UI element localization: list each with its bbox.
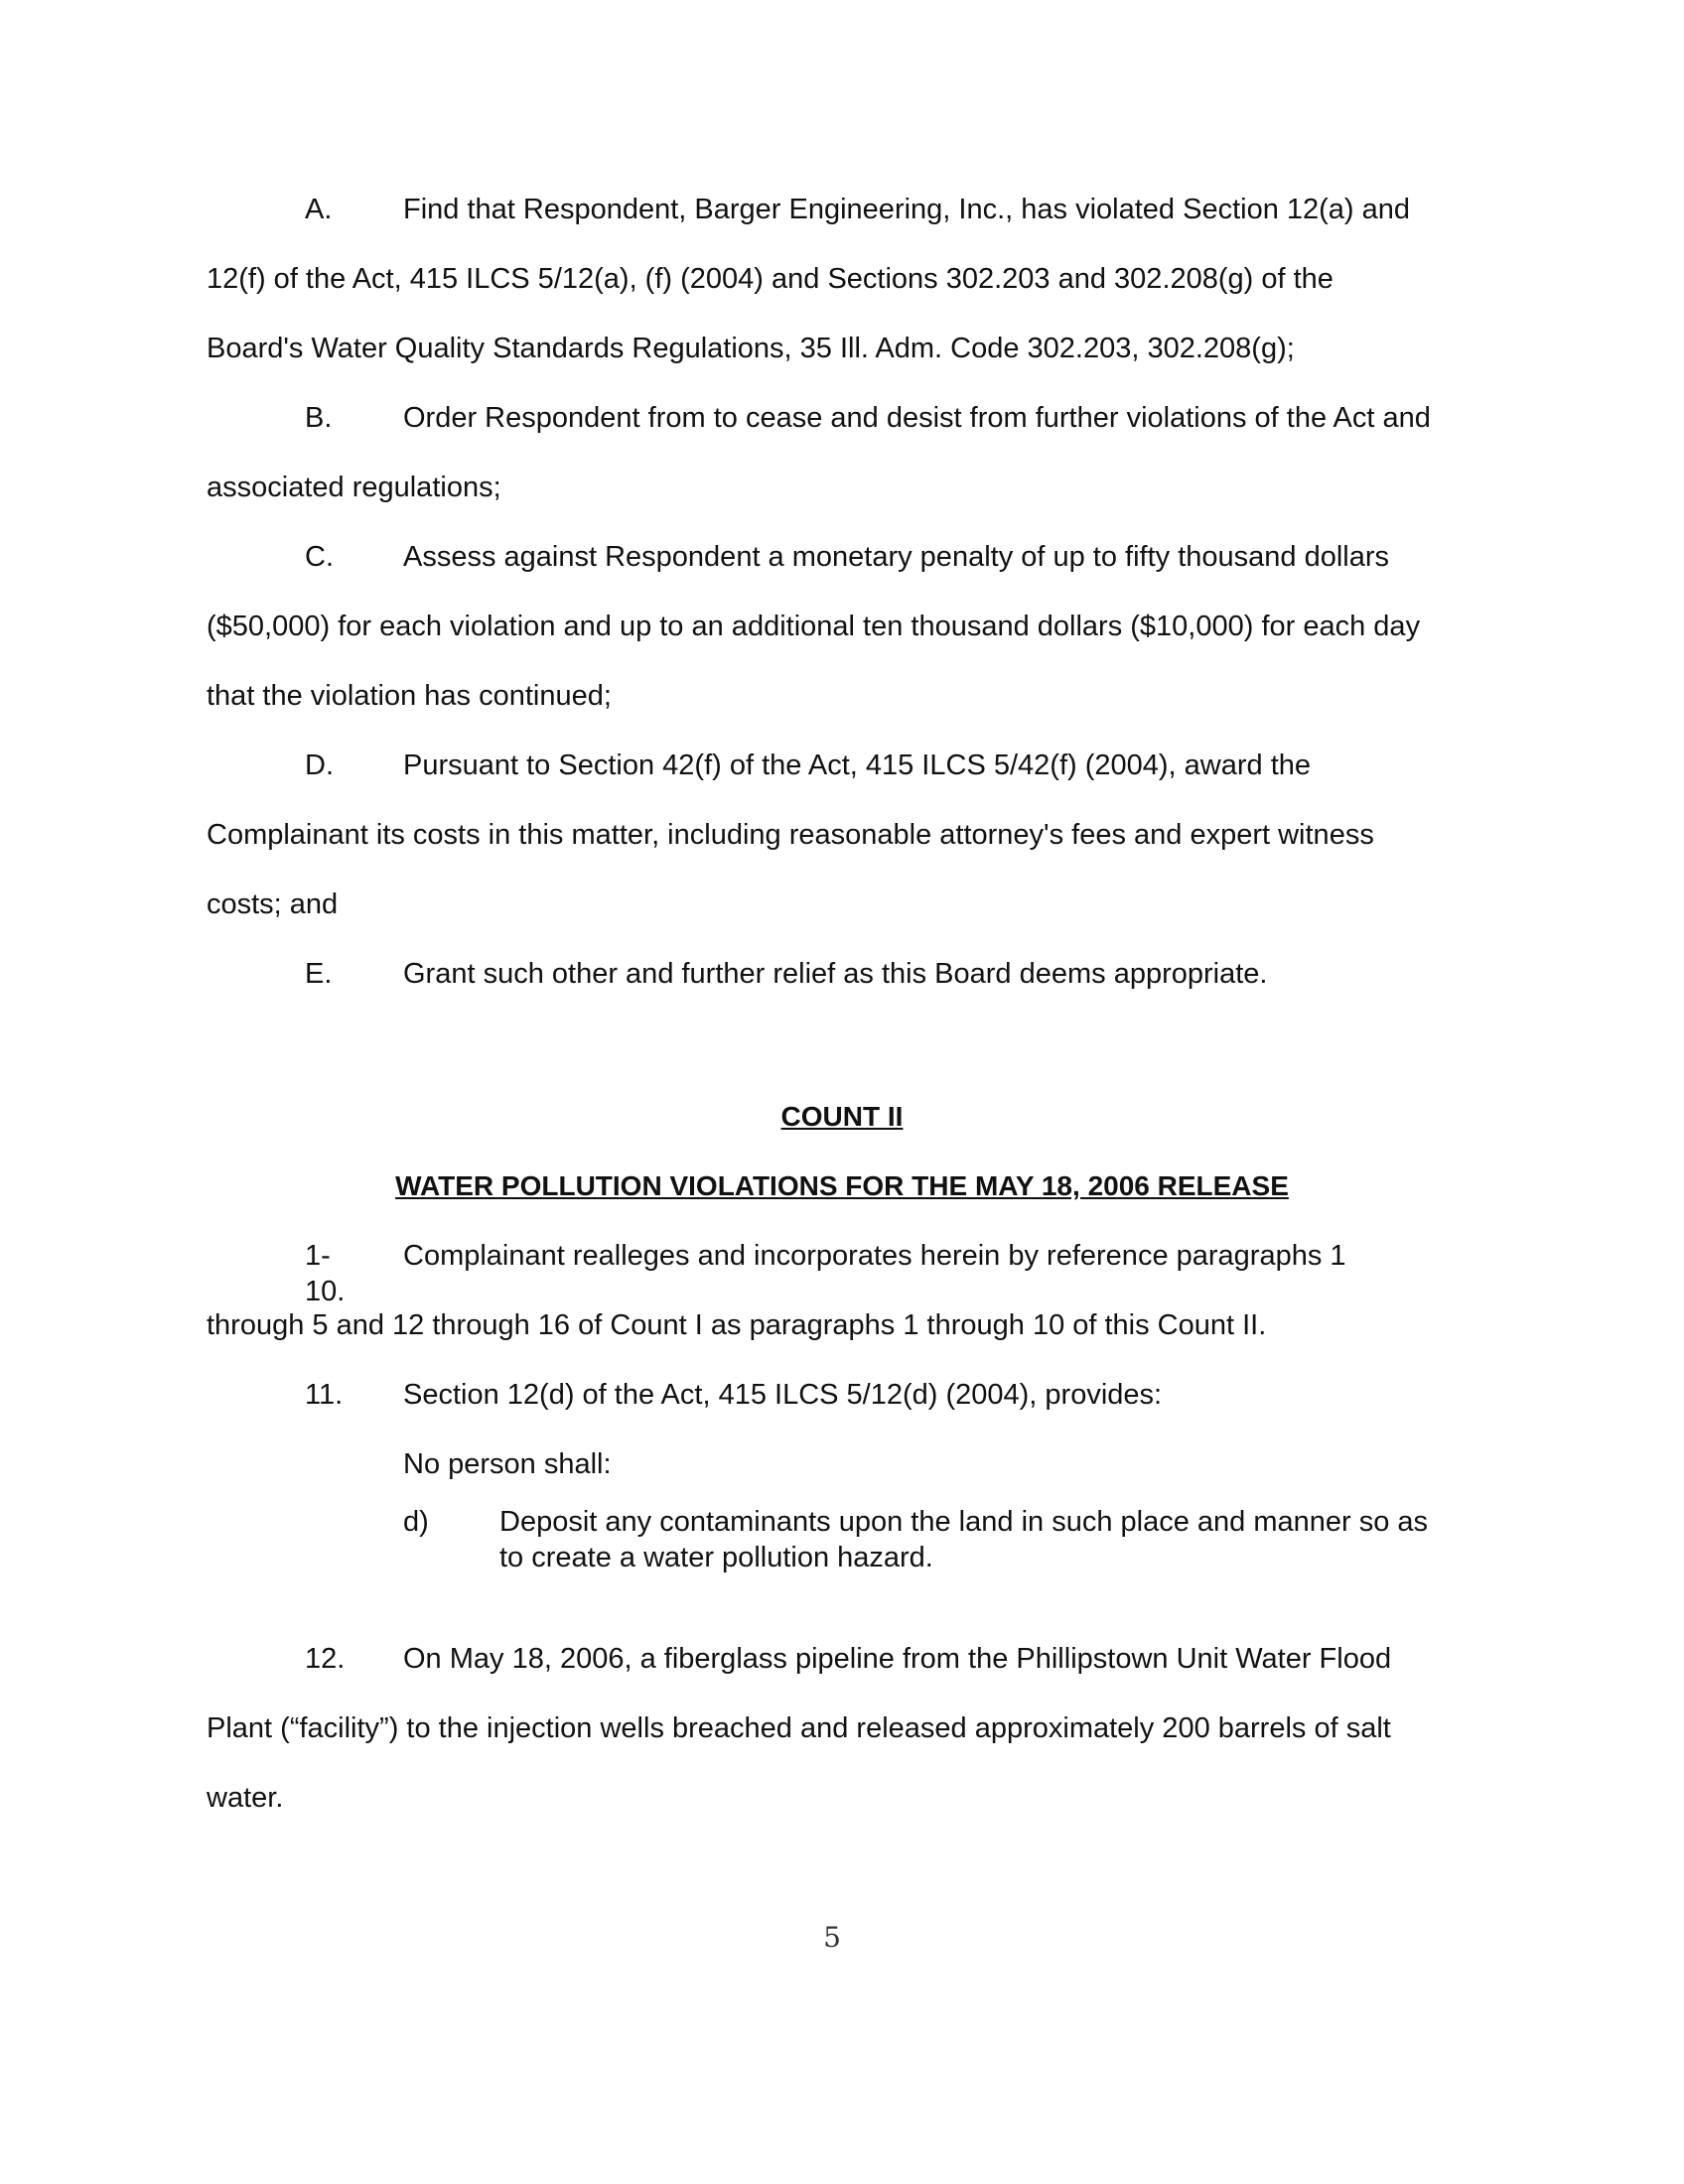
relief-line: that the violation has continued; (207, 680, 612, 712)
quote-intro: No person shall: (403, 1448, 612, 1480)
relief-line: associated regulations; (207, 472, 501, 503)
relief-line: Board's Water Quality Standards Regulations, 35 Ill. Adm. Code 302.203, 302.208(g); (207, 333, 1295, 364)
relief-label: E. (305, 958, 333, 990)
paragraph-line: Section 12(d) of the Act, 415 ILCS 5/12(d) (2004), provides: (403, 1379, 1163, 1411)
paragraph-line: through 5 and 12 through 16 of Count I as paragraphs 1 through 10 of this Count II. (207, 1309, 1267, 1341)
relief-label: A. (305, 194, 333, 225)
quote-line: to create a water pollution hazard. (499, 1542, 933, 1573)
page-number (0, 1920, 1684, 1956)
quote-label: d) (403, 1506, 429, 1538)
relief-line: Assess against Respondent a monetary penalty of up to fifty thousand dollars (403, 541, 1390, 573)
count-heading: COUNT II (780, 1101, 904, 1132)
relief-line: 12(f) of the Act, 415 ILCS 5/12(a), (f) (2004) and Sections 302.203 and 302.208(g) of the (207, 263, 1333, 295)
page-number-text: 5 (823, 1921, 841, 1954)
relief-label: D. (305, 750, 334, 781)
relief-line: Grant such other and further relief as this Board deems appropriate. (403, 958, 1268, 990)
paragraph-line: water. (207, 1782, 284, 1814)
relief-label: B. (305, 402, 333, 434)
paragraph-label: 12. (305, 1643, 346, 1675)
paragraph-line: Plant (“facility”) to the injection wells breached and released approximately 200 barrels of salt (207, 1712, 1391, 1744)
quote-line: Deposit any contaminants upon the land in such place and manner so as (499, 1506, 1429, 1538)
paragraph-line: On May 18, 2006, a fiberglass pipeline from the Phillipstown Unit Water Flood (403, 1643, 1392, 1675)
relief-line: Complainant its costs in this matter, including reasonable attorney's fees and expert witness (207, 819, 1374, 851)
relief-line: Find that Respondent, Barger Engineering, Inc., has violated Section 12(a) and (403, 194, 1411, 225)
paragraph-label: 1-10. (305, 1240, 346, 1307)
relief-line: costs; and (207, 888, 339, 920)
relief-label: C. (305, 541, 334, 573)
paragraph-line: Complainant realleges and incorporates herein by reference paragraphs 1 (403, 1240, 1346, 1272)
relief-line: ($50,000) for each violation and up to an additional ten thousand dollars ($10,000) for each day (207, 611, 1421, 642)
paragraph-label: 11. (305, 1379, 344, 1411)
relief-line: Order Respondent from to cease and desist from further violations of the Act and (403, 402, 1431, 434)
relief-line: Pursuant to Section 42(f) of the Act, 415 ILCS 5/42(f) (2004), award the (403, 750, 1312, 781)
count-subheading: WATER POLLUTION VIOLATIONS FOR THE MAY 18, 2006 RELEASE (395, 1170, 1289, 1201)
